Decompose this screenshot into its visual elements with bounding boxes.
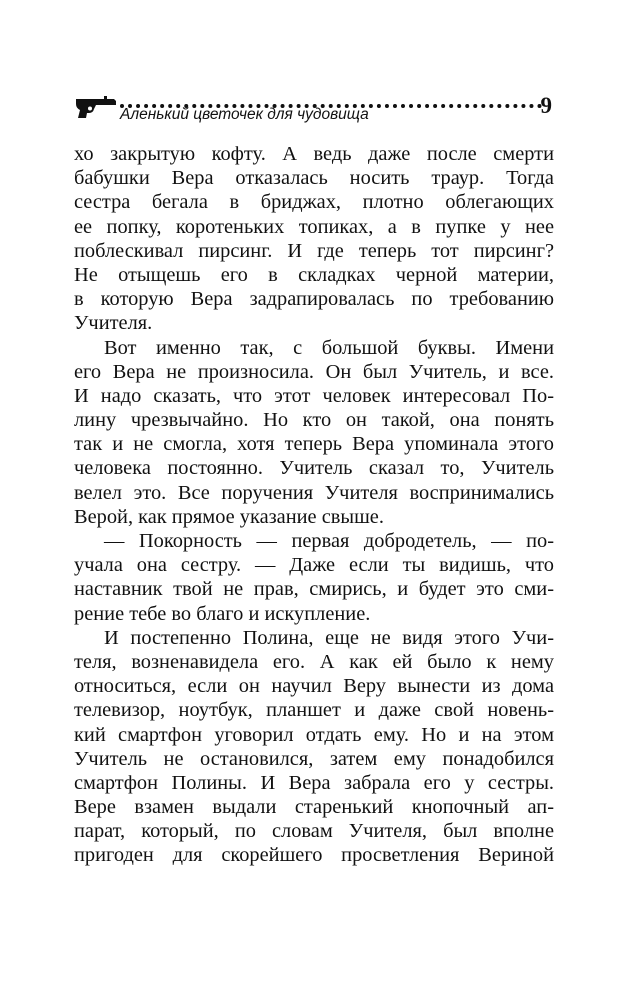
text-line: наставник твой не прав, смирись, и будет это сми-: [74, 578, 554, 601]
text-line: Не отыщешь его в складках черной материи,: [74, 263, 554, 286]
text-line: пригоден для скорейшего просветления Вериной: [74, 844, 554, 867]
text-line: смартфон Полины. И Вера забрала его у сестры.: [74, 771, 554, 794]
running-header: [74, 94, 554, 130]
text-line: бабушки Вера отказалась носить траур. Тогда: [74, 167, 554, 190]
text-line: — Покорность — первая добродетель, — по-: [104, 530, 554, 552]
text-line: теля, возненавидела его. А как ей было к нему: [74, 650, 554, 673]
text-line: парат, который, по словам Учителя, был вполне: [74, 820, 554, 843]
text-line: человека постоянно. Учитель сказал то, Учитель: [74, 457, 554, 480]
text-line: поблескивал пирсинг. И где теперь тот пирсинг?: [74, 239, 554, 262]
text-line: хо закрытую кофту. А ведь даже после смерти: [74, 143, 554, 165]
text-line: Учителя.: [74, 312, 153, 335]
text-line: его Вера не произносила. Он был Учитель, и все.: [74, 360, 554, 383]
text-line: велел это. Все поручения Учителя воспринимались: [74, 481, 554, 504]
text-line: Вот именно так, с большой буквы. Имени: [104, 336, 554, 359]
body-text: [74, 142, 554, 868]
text-line: рение тебе во благо и искупление.: [74, 602, 371, 625]
text-line: Вере взамен выдали старенький кнопочный ап-: [74, 796, 554, 819]
text-line: Верой, как прямое указание свыше.: [74, 505, 384, 528]
text-line: в которую Вера задрапировалась по требованию: [74, 288, 554, 311]
text-line: так и не смогла, хотя теперь Вера упоминала этого: [74, 433, 554, 456]
text-line: кий смартфон уговорил отдать ему. Но и на этом: [74, 723, 554, 746]
text-line: ее попку, коротеньких топиках, а в пупке у нее: [74, 215, 554, 238]
page-number: 9: [540, 93, 552, 118]
text-line: телевизор, ноутбук, планшет и даже свой новень-: [74, 699, 554, 722]
text-line: Учитель не остановился, затем ему понадобился: [74, 747, 554, 770]
running-title: Аленький цветочек для чудовища: [120, 106, 369, 123]
text-line: учала она сестру. — Даже если ты видишь, что: [74, 554, 554, 577]
text-line: относиться, если он научил Веру вынести из дома: [74, 675, 554, 698]
text-line: И постепенно Полина, еще не видя этого Учи-: [104, 626, 554, 649]
revolver-icon: [74, 96, 118, 120]
text-line: сестра бегала в бриджах, плотно облегающих: [74, 191, 554, 214]
text-line: И надо сказать, что этот человек интересовал По-: [74, 384, 554, 407]
text-line: лину чрезвычайно. Но кто он такой, она понять: [74, 409, 554, 432]
